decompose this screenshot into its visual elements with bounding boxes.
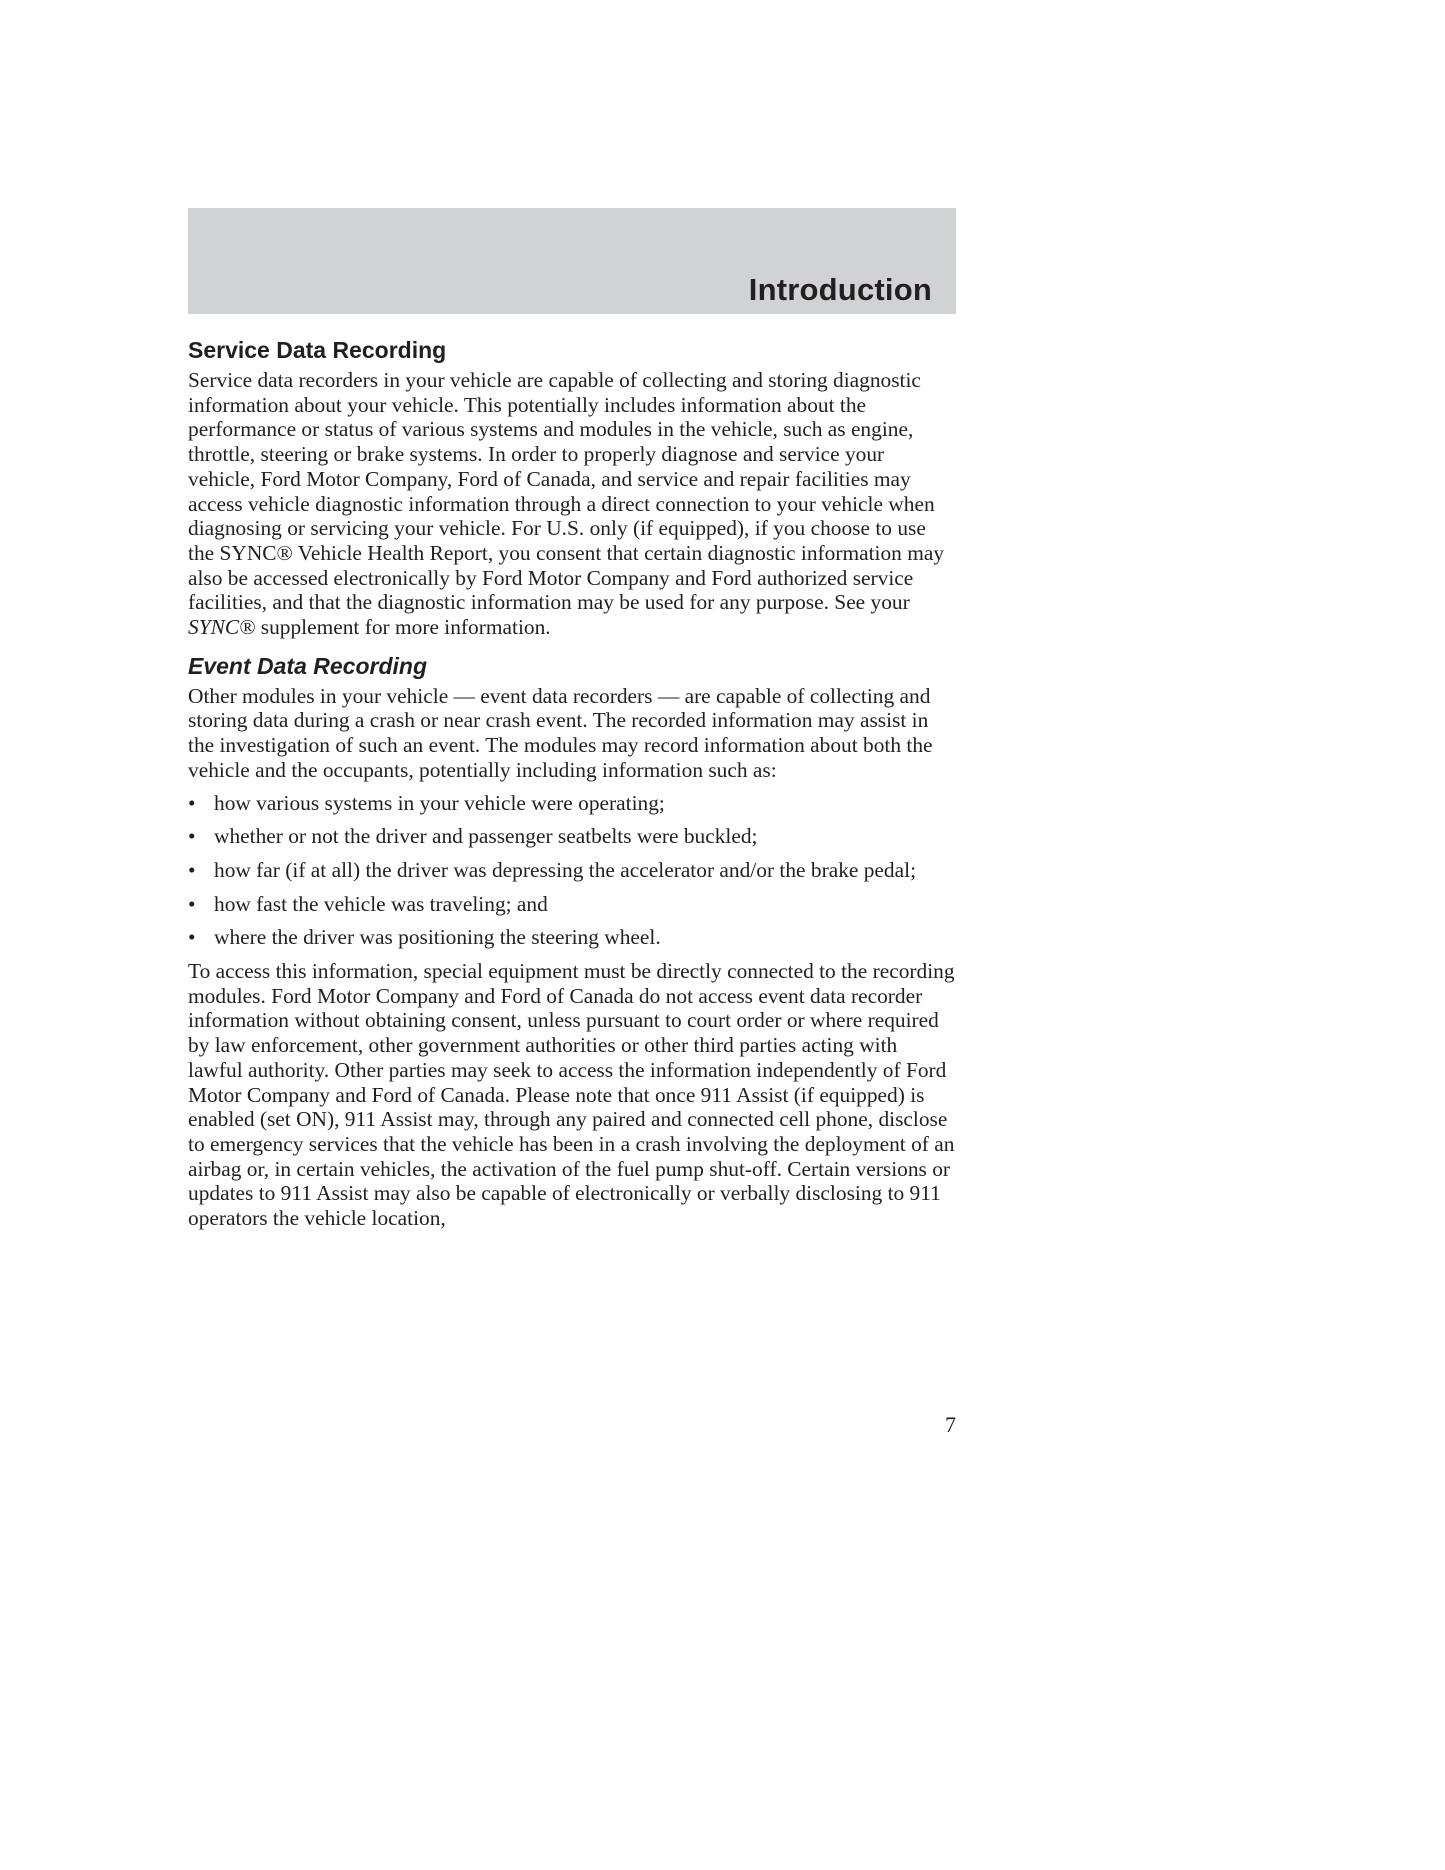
service-data-text-part2: supplement for more information. — [255, 615, 551, 640]
event-data-bullet-list — [188, 791, 956, 951]
service-data-text-part1: Service data recorders in your vehicle are capable of collecting and storing diagnostic information about your vehicle. This potentially includes information about the performance or status of various systems and modules in the vehicle, such as engine, throttle, steering or brake systems. In order to properly diagnose and service your vehicle, Ford Motor Company, Ford of Canada, and service and repair facilities may access vehicle diagnostic information through a direct connection to your vehicle when diagnosing or servicing your vehicle. For U.S. only (if equipped), if you choose to use the SYNC® Vehicle Health Report, you consent that certain diagnostic information may also be accessed electronically by Ford Motor Company and Ford authorized service facilities, and that the diagnostic information may be used for any purpose. See your — [188, 368, 945, 615]
list-item — [188, 925, 956, 950]
chapter-header-band — [188, 208, 956, 314]
list-item — [188, 858, 956, 883]
event-data-intro-paragraph: Other modules in your vehicle — event data recorders — are capable of collecting and storing data during a crash or near crash event. The recorded information may assist in the investigation of such an event. The modules may record information about both the vehicle and the occupants, potentially including information such as: — [188, 683, 933, 782]
list-item-text: how fast the vehicle was traveling; and — [214, 891, 548, 916]
section-heading-event-data-recording: Event Data Recording — [188, 652, 427, 679]
list-item-text: whether or not the driver and passenger seatbelts were buckled; — [214, 824, 758, 849]
list-item — [188, 892, 956, 917]
sync-supplement-italic: SYNC® — [188, 615, 256, 640]
service-data-paragraph — [188, 368, 956, 640]
list-item-text: where the driver was positioning the steering wheel. — [214, 925, 661, 950]
manual-page — [188, 208, 956, 1231]
bullet-icon: • — [188, 891, 196, 916]
bullet-icon: • — [188, 790, 196, 815]
list-item-text: how various systems in your vehicle were operating; — [214, 790, 665, 815]
bullet-icon: • — [188, 925, 196, 950]
event-data-closing-paragraph: To access this information, special equipment must be directly connected to the recording modules. Ford Motor Company and Ford of Canada do not access event data recorder information without obtaining consent, unless pursuant to court order or where required by law enforcement, other government authorities or other third parties acting with lawful authority. Other parties may seek to access the information independently of Ford Motor Company and Ford of Canada. Please note that once 911 Assist (if equipped) is enabled (set ON), 911 Assist may, through any paired and connected cell phone, disclose to emergency services that the vehicle has been in a crash involving the deployment of an airbag or, in certain vehicles, the activation of the fuel pump shut-off. Certain versions or updates to 911 Assist may also be capable of electronically or verbally disclosing to 911 operators the vehicle location, — [188, 959, 955, 1231]
bullet-icon: • — [188, 857, 196, 882]
page-number: 7 — [945, 1412, 956, 1437]
section-heading-service-data-recording: Service Data Recording — [188, 337, 447, 363]
list-item-text: how far (if at all) the driver was depressing the accelerator and/or the brake pedal; — [214, 857, 917, 882]
chapter-title: Introduction — [748, 272, 932, 307]
list-item — [188, 791, 956, 816]
list-item — [188, 824, 956, 849]
bullet-icon: • — [188, 824, 196, 849]
